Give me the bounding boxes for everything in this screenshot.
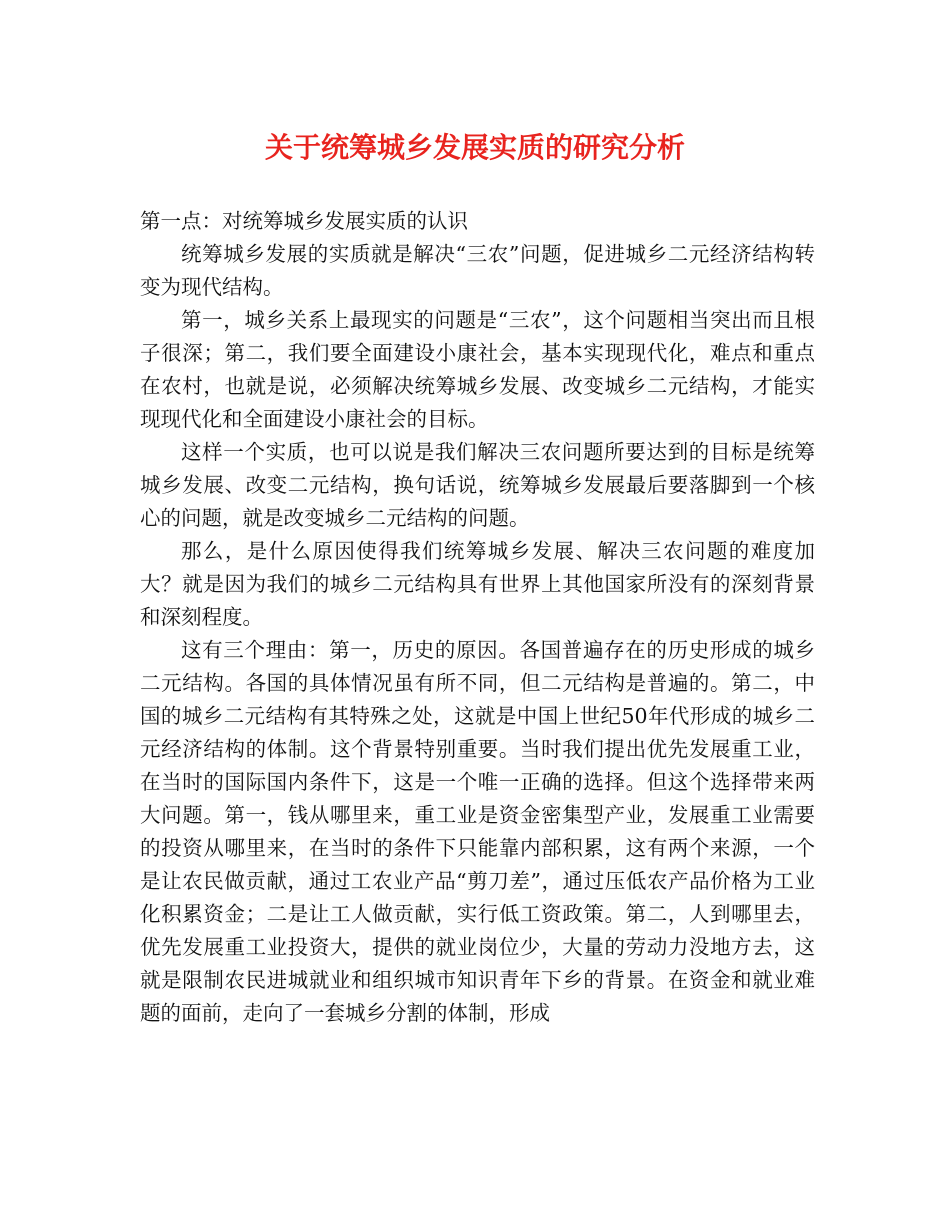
paragraph: 这有三个理由：第一，历史的原因。各国普遍存在的历史形成的城乡二元结构。各国的具体情况虽有所不同，但二元结构是普遍的。第二，中国的城乡二元结构有其特殊之处，这就是中国上世纪50年代形成的城乡二元经济结构的体制。这个背景特别重要。当时我们提出优先发展重工业，在当时的国际国内条件下，这是一个唯一正确的选择。但这个选择带来两大问题。第一，钱从哪里来，重工业是资金密集型产业，发展重工业需要的投资从哪里来，在当时的条件下只能靠内部积累，这有两个来源，一个是让农民做贡献，通过工农业产品“剪刀差”，通过压低农产品价格为工业化积累资金；二是让工人做贡献，实行低工资政策。第二，人到哪里去，优先发展重工业投资大，提供的就业岗位少，大量的劳动力没地方去，这就是限制农民进城就业和组织城市知识青年下乡的背景。在资金和就业难题的面前，走向了一套城乡分割的体制，形成 <box>140 638 815 1025</box>
paragraph: 那么，是什么原因使得我们统筹城乡发展、解决三农问题的难度加大？就是因为我们的城乡二元结构具有世界上其他国家所没有的深刻背景和深刻程度。 <box>140 539 815 629</box>
document-title: 关于统筹城乡发展实质的研究分析 <box>264 131 685 164</box>
paragraph: 第一，城乡关系上最现实的问题是“三农”，这个问题相当突出而且根子很深；第二，我们要全面建设小康社会，基本实现现代化，难点和重点在农村，也就是说，必须解决统筹城乡发展、改变城乡二元结构，才能实现现代化和全面建设小康社会的目标。 <box>140 308 815 431</box>
section-heading: 第一点：对统筹城乡发展实质的认识 <box>140 209 468 233</box>
document-body <box>140 205 815 1030</box>
paragraph: 统筹城乡发展的实质就是解决“三农”问题，促进城乡二元经济结构转变为现代结构。 <box>140 242 815 299</box>
paragraph: 这样一个实质，也可以说是我们解决三农问题所要达到的目标是统筹城乡发展、改变二元结构，换句话说，统筹城乡发展最后要落脚到一个核心的问题，就是改变城乡二元结构的问题。 <box>140 440 815 530</box>
